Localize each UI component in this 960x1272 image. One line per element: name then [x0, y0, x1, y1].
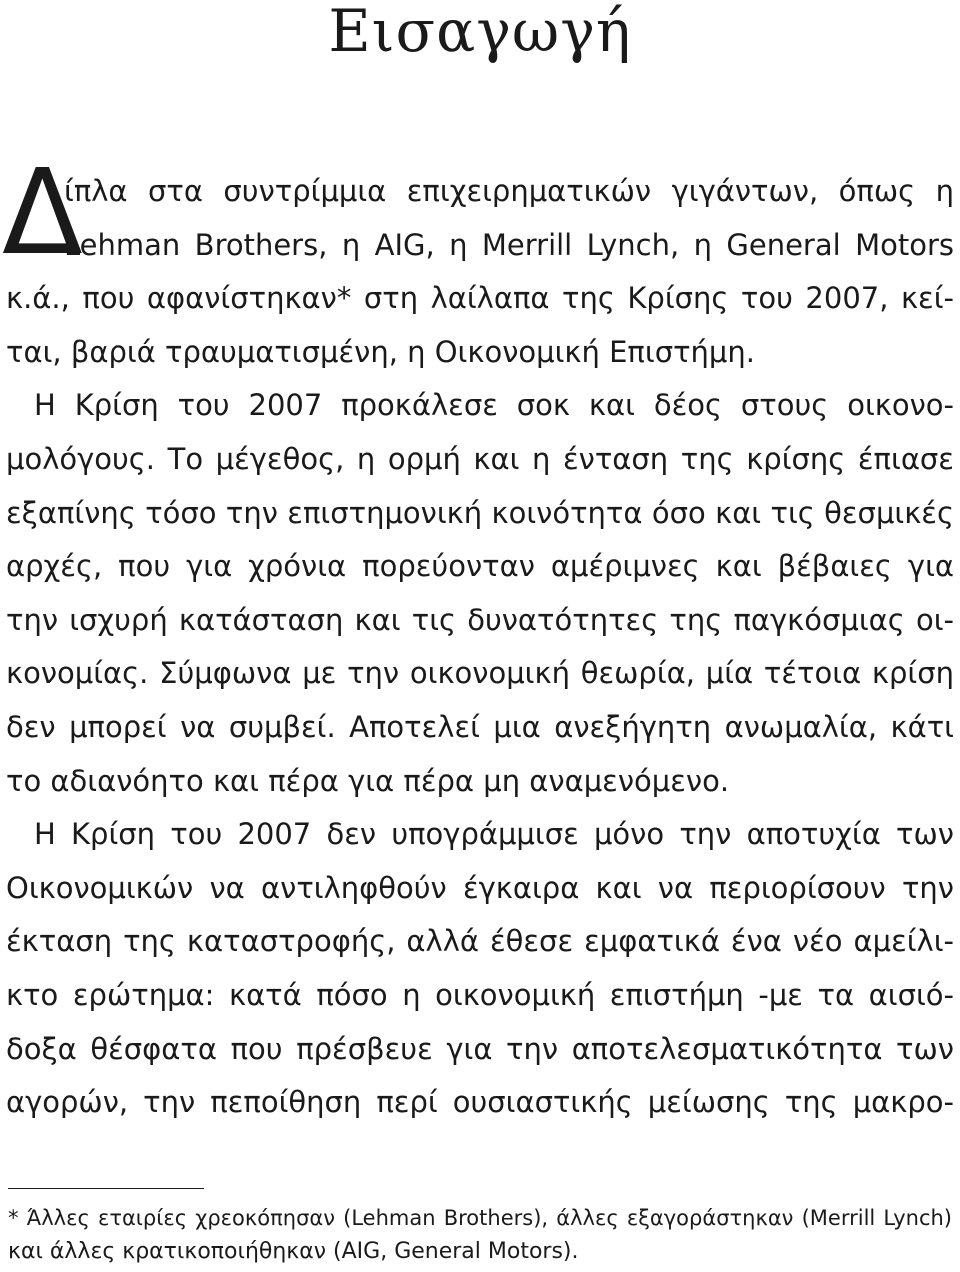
text-line: ται, βαριά τραυματισμένη, η Οικονομική Επιστήμη.: [6, 334, 755, 369]
text-line: Η Κρίση του 2007 δεν υπογράμμισε μόνο την αποτυχία των: [34, 817, 954, 852]
text-line: κονομίας. Σύμφωνα με την οικονομική θεωρία, μία τέτοια κρίση: [6, 656, 954, 691]
text-line: Η Κρίση του 2007 προκάλεσε σοκ και δέος στους οικονο-: [34, 388, 954, 423]
footnote-line: * Άλλες εταιρίες χρεοκόπησαν (Lehman Brothers), άλλες εξαγοράστηκαν (Merrill Lynch): [8, 1206, 952, 1230]
text-line: αρχές, που για χρόνια πορεύονταν αμέριμνες και βέβαιες για: [6, 549, 954, 584]
text-line: αγορών, την πεποίθηση περί ουσιαστικής μείωσης της μακρο-: [6, 1085, 954, 1120]
text-line: ίπλα στα συντρίμμια επιχειρηματικών γιγάντων, όπως η: [64, 174, 954, 208]
text-line: έκταση της καταστροφής, αλλά έθεσε εμφατικά ένα νέο αμείλι-: [6, 924, 954, 959]
body-text: [6, 165, 954, 1130]
text-line: κτο ερώτημα: κατά πόσο η οικονομική επιστήμη -με τα αισιό-: [6, 977, 954, 1012]
text-line: την ισχυρή κατάσταση και τις δυνατότητες της παγκόσμιας οι-: [6, 602, 954, 637]
text-line: Lehman Brothers, η AIG, η Merrill Lynch, η General Motors: [64, 227, 954, 262]
text-line: μολόγους. Το μέγεθος, η ορμή και η ένταση της κρίσης έπιασε: [6, 441, 954, 476]
text-line: το αδιανόητο και πέρα για πέρα μη αναμενόμενο.: [6, 763, 730, 798]
text-line: κ.ά., που αφανίστηκαν* στη λαίλαπα της Κρίσης του 2007, κεί-: [6, 281, 954, 316]
footnote: [8, 1202, 952, 1268]
text-line: δοξα θέσφατα που πρέσβευε για την αποτελεσματικότητα των: [6, 1031, 954, 1066]
text-line: εξαπίνης τόσο την επιστημονική κοινότητα όσο και τις θεσμικές: [6, 495, 954, 530]
text-line: δεν μπορεί να συμβεί. Αποτελεί μια ανεξήγητη ανωμαλία, κάτι: [6, 709, 954, 744]
text-line: Οικονομικών να αντιληφθούν έγκαιρα και να περιορίσουν την: [6, 870, 954, 905]
footnote-line: και άλλες κρατικοποιήθηκαν (AIG, General Motors).: [8, 1239, 579, 1264]
drop-cap-letter: Δ: [2, 143, 83, 281]
footnote-divider: [8, 1188, 204, 1189]
chapter-title: Εισαγωγή: [328, 0, 632, 65]
